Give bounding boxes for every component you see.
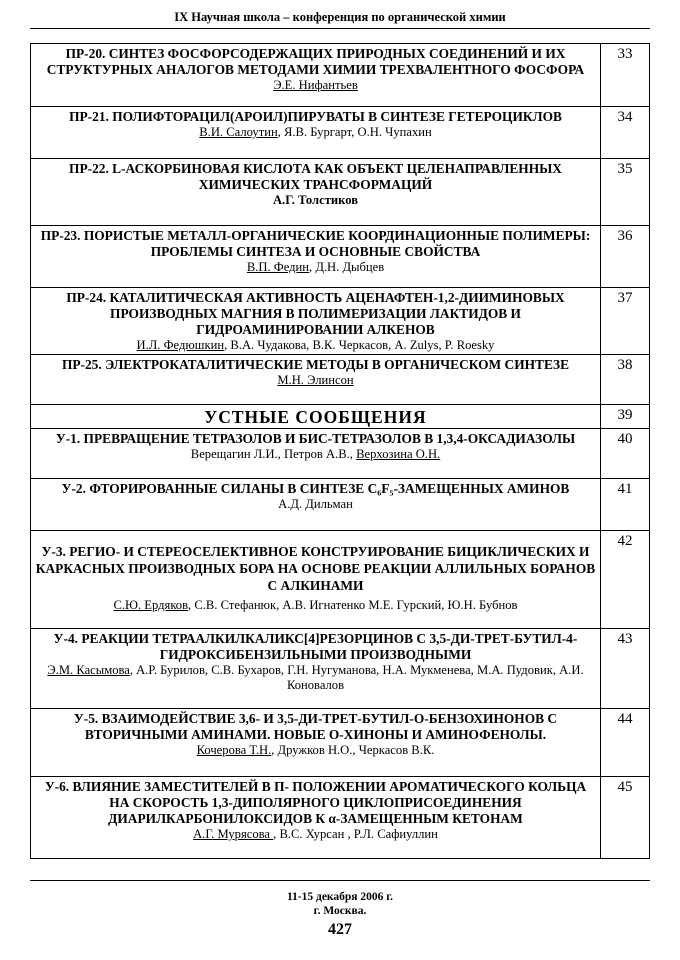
- entry-authors: [35, 78, 596, 93]
- presenting-author: М.Н. Элинсон: [277, 373, 354, 387]
- entry-cell: [31, 107, 601, 159]
- entry-authors: [35, 497, 596, 512]
- coauthors: , Д.Н. Дыбцев: [309, 260, 385, 274]
- entry-cell: [31, 777, 601, 859]
- entry-title: ПР-20. СИНТЕЗ ФОСФОРСОДЕРЖАЩИХ ПРИРОДНЫХ СОЕДИНЕНИЙ И ИХ СТРУКТУРНЫХ АНАЛОГОВ МЕТОДАМИ ХИМИИ ТРЕХВАЛЕНТНОГО ФОСФОРА: [46, 46, 585, 77]
- entry-cell: [31, 159, 601, 226]
- coauthors: , А.Р. Бурилов, С.В. Бухаров, Г.Н. Нугуманова, Н.А. Мукменева, М.А. Пудовик, А.И. Коновалов: [129, 663, 584, 692]
- page-number: 42: [601, 531, 650, 629]
- entry-cell: [31, 479, 601, 531]
- entry-title: ПР-24. КАТАЛИТИЧЕСКАЯ АКТИВНОСТЬ АЦЕНАФТЕН-1,2-ДИИМИНОВЫХ ПРОИЗВОДНЫХ МАГНИЯ В ПОЛИМЕРИЗАЦИИ ЛАКТИДОВ И ГИДРОАМИНИРОВАНИИ АЛКЕНОВ: [66, 290, 565, 337]
- page-number: 45: [601, 777, 650, 859]
- entry-cell: [31, 709, 601, 777]
- conference-city: г. Москва.: [313, 905, 367, 917]
- presenting-author: В.П. Федин: [246, 260, 310, 274]
- coauthors: , Дружков Н.О., Черкасов В.К.: [271, 743, 435, 757]
- page-number: 33: [601, 44, 650, 107]
- entry-title: У-3. РЕГИО- И СТЕРЕОСЕЛЕКТИВНОЕ КОНСТРУИРОВАНИЕ БИЦИКЛИЧЕСКИХ И КАРКАСНЫХ ПРОИЗВОДНЫХ БОРА НА ОСНОВЕ РЕАКЦИИ АЛЛИЛЬНЫХ БОРАНОВ С АЛКИНАМИ: [35, 544, 596, 593]
- presenting-author: С.Ю. Ердяков: [113, 598, 189, 612]
- entry-cell: [31, 355, 601, 405]
- entry-title: У-5. ВЗАИМОДЕЙСТВИЕ 3,6- И 3,5-ДИ-ТРЕТ-БУТИЛ-О-БЕНЗОХИНОНОВ С ВТОРИЧНЫМИ АМИНАМИ. НОВЫЕ О-ХИНОНЫ И АМИНОФЕНОЛЫ.: [73, 711, 558, 742]
- page-number: 37: [601, 288, 650, 355]
- running-header: IX Научная школа – конференция по органической химии: [174, 10, 506, 24]
- toc-row: [31, 355, 650, 405]
- entry-authors: [35, 373, 596, 388]
- page-number: 41: [601, 479, 650, 531]
- page-number: 43: [601, 629, 650, 709]
- page-number: 39: [601, 405, 650, 429]
- entry-cell: [31, 288, 601, 355]
- entry-title: У-2. ФТОРИРОВАННЫЕ СИЛАНЫ В СИНТЕЗЕ C₆F₅-ЗАМЕЩЕННЫХ АМИНОВ: [61, 481, 570, 496]
- entry-cell: [31, 531, 601, 629]
- entry-title: ПР-23. ПОРИСТЫЕ МЕТАЛЛ-ОРГАНИЧЕСКИЕ КООРДИНАЦИОННЫЕ ПОЛИМЕРЫ: ПРОБЛЕМЫ СИНТЕЗА И ОСНОВНЫЕ СВОЙСТВА: [40, 228, 591, 259]
- toc-row: [31, 777, 650, 859]
- entry-authors: [35, 193, 596, 208]
- entry-authors: [35, 663, 596, 693]
- entry-authors: [35, 260, 596, 275]
- entry-cell: [31, 429, 601, 479]
- entry-title: У-4. РЕАКЦИИ ТЕТРААЛКИЛКАЛИКС[4]РЕЗОРЦИНОВ С 3,5-ДИ-ТРЕТ-БУТИЛ-4-ГИДРОКСИБЕНЗИЛЬНЫМИ ПРОИЗВОДНЫМИ: [53, 631, 578, 662]
- page-number: 35: [601, 159, 650, 226]
- presenting-author: Э.Е. Нифантьев: [273, 78, 358, 92]
- toc-row: [31, 479, 650, 531]
- entry-authors: [35, 447, 596, 462]
- contents-table: [30, 43, 650, 859]
- presenting-author: Э.М. Касымова: [47, 663, 130, 677]
- page-number: 36: [601, 226, 650, 288]
- entry-cell: [31, 226, 601, 288]
- toc-row: [31, 159, 650, 226]
- toc-row: [31, 709, 650, 777]
- coauthors: А.Д. Дильман: [278, 497, 353, 511]
- toc-row: [31, 288, 650, 355]
- toc-row: [31, 531, 650, 629]
- entry-title: У-6. ВЛИЯНИЕ ЗАМЕСТИТЕЛЕЙ В П- ПОЛОЖЕНИИ АРОМАТИЧЕСКОГО КОЛЬЦА НА СКОРОСТЬ 1,3-ДИПОЛЯРНОГО ЦИКЛОПРИСОЕДИНЕНИЯ ДИАРИЛКАРБОНИЛОКСИДОВ К α-ЗАМЕЩЕННЫМ КЕТОНАМ: [44, 779, 587, 826]
- presenting-author: Верхозина О.Н.: [356, 447, 441, 461]
- entry-authors: [35, 338, 596, 353]
- presenting-author: И.Л. Федюшкин: [136, 338, 225, 352]
- coauthors: , Я.В. Бургарт, О.Н. Чупахин: [277, 125, 432, 139]
- entry-authors: [35, 827, 596, 842]
- presenting-author: В.И. Салоутин: [199, 125, 278, 139]
- page-folio: 427: [328, 921, 352, 938]
- entry-title: ПР-22. L-АСКОРБИНОВАЯ КИСЛОТА КАК ОБЪЕКТ ЦЕЛЕНАПРАВЛЕННЫХ ХИМИЧЕСКИХ ТРАНСФОРМАЦИЙ: [69, 161, 562, 192]
- coauthors: А.Г. Толстиков: [272, 193, 359, 207]
- page-number: 44: [601, 709, 650, 777]
- entry-authors: [35, 743, 596, 758]
- entry-title: У-1. ПРЕВРАЩЕНИЕ ТЕТРАЗОЛОВ И БИС-ТЕТРАЗОЛОВ В 1,3,4-ОКСАДИАЗОЛЫ: [55, 431, 576, 446]
- toc-row: [31, 429, 650, 479]
- entry-cell: [31, 629, 601, 709]
- section-title: УСТНЫЕ СООБЩЕНИЯ: [204, 407, 427, 427]
- entry-authors: [35, 598, 596, 613]
- section-row: [31, 405, 650, 429]
- page-number: 34: [601, 107, 650, 159]
- coauthors: , В.А. Чудакова, В.К. Черкасов, A. Zulys, P. Roesky: [224, 338, 495, 352]
- conference-dates: 11-15 декабря 2006 г.: [286, 891, 394, 903]
- toc-row: [31, 226, 650, 288]
- page-number: 38: [601, 355, 650, 405]
- page-number: 40: [601, 429, 650, 479]
- coauthors: , С.В. Стефанюк, А.В. Игнатенко М.Е. Гурский, Ю.Н. Бубнов: [188, 598, 518, 612]
- entry-cell: [31, 44, 601, 107]
- coauthors: , В.С. Хурсан , Р.Л. Сафиуллин: [273, 827, 438, 841]
- header-rule: [30, 28, 650, 29]
- entry-title: ПР-21. ПОЛИФТОРАЦИЛ(АРОИЛ)ПИРУВАТЫ В СИНТЕЗЕ ГЕТЕРОЦИКЛОВ: [69, 109, 562, 124]
- toc-row: [31, 44, 650, 107]
- footer-rule: [30, 880, 650, 881]
- toc-row: [31, 629, 650, 709]
- entry-title: ПР-25. ЭЛЕКТРОКАТАЛИТИЧЕСКИЕ МЕТОДЫ В ОРГАНИЧЕСКОМ СИНТЕЗЕ: [61, 357, 570, 372]
- coauthors: Верещагин Л.И., Петров А.В.,: [190, 447, 357, 461]
- presenting-author: А.Г. Мурясова: [193, 827, 274, 841]
- section-cell: [31, 405, 601, 429]
- toc-row: [31, 107, 650, 159]
- presenting-author: Кочерова Т.Н.: [196, 743, 272, 757]
- entry-authors: [35, 125, 596, 140]
